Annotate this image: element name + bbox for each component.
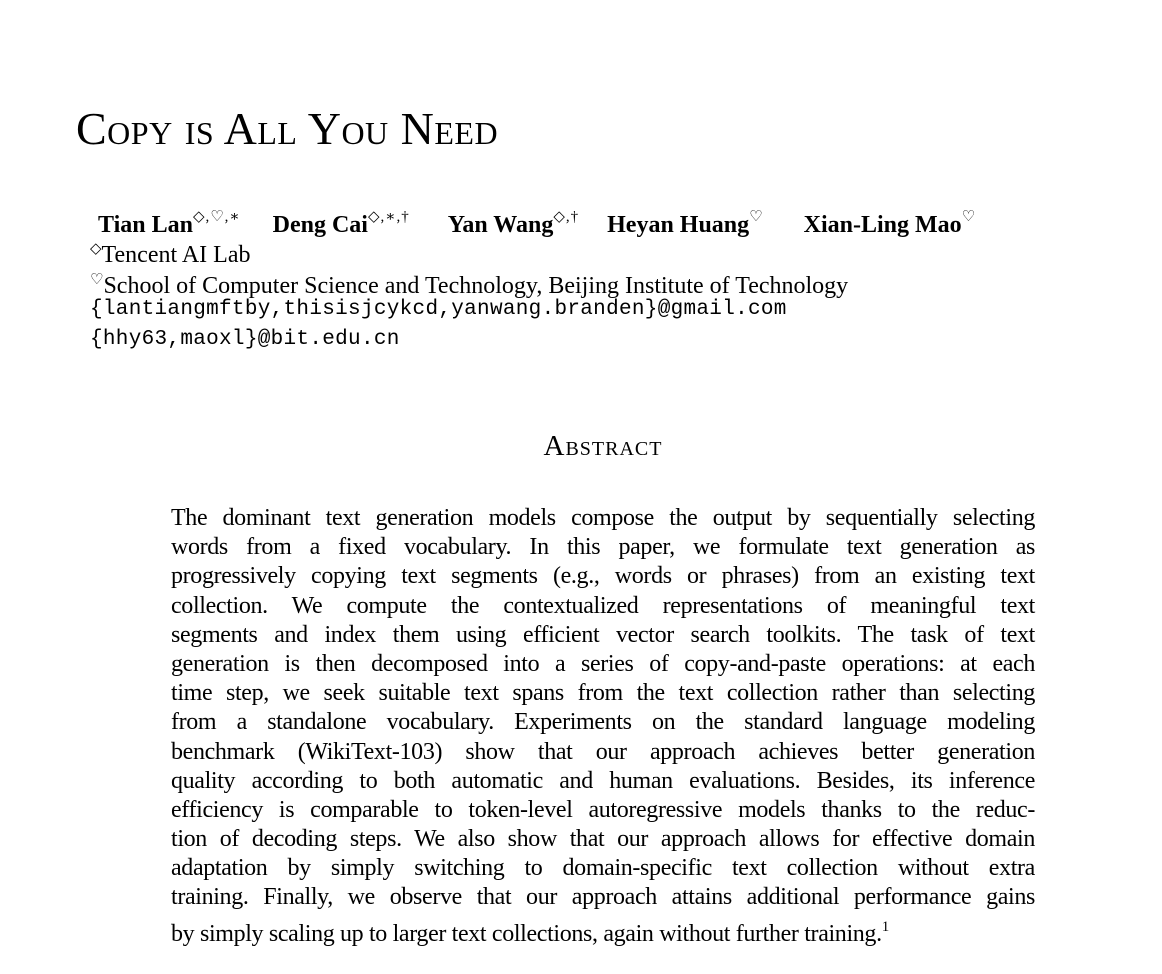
abstract-line: from a standalone vocabulary. Experiments on the standard language modeling <box>171 709 1035 736</box>
affiliation: ♡School of Computer Science and Technology, Beijing Institute of Technology <box>90 272 849 299</box>
author-marks: ◇,∗,† <box>367 209 410 225</box>
abstract-line: words from a fixed vocabulary. In this paper, we formulate text generation as <box>171 534 1035 561</box>
author-marks: ♡ <box>961 209 977 225</box>
abstract-line: tion of decoding steps. We also show that our approach allows for effective domain <box>171 826 1035 853</box>
abstract-line: progressively copying text segments (e.g., words or phrases) from an existing text <box>171 563 1035 590</box>
heart-mark: ♡ <box>90 272 104 288</box>
abstract-heading: Abstract <box>543 430 663 462</box>
abstract-line: The dominant text generation models compose the output by sequentially selecting <box>171 505 1035 531</box>
abstract-line: adaptation by simply switching to domain-specific text collection without extra <box>171 855 1035 882</box>
author: Deng Cai◇,∗,† <box>272 209 410 238</box>
abstract-body <box>171 504 1035 947</box>
author-marks: ♡ <box>749 209 764 225</box>
abstract-line: benchmark (WikiText-103) show that our approach achieves better generation <box>171 738 1035 765</box>
abstract-line: segments and index them using efficient vector search toolkits. The task of text <box>171 621 1035 648</box>
author-marks: ◇,† <box>553 209 580 225</box>
author: Xian-Ling Mao♡ <box>803 209 977 238</box>
abstract-line: generation is then decomposed into a series of copy-and-paste operations: at each <box>171 650 1035 677</box>
footnote-marker[interactable]: 1 <box>881 918 889 935</box>
abstract-line: quality according to both automatic and human evaluations. Besides, its inference <box>171 767 1035 794</box>
abstract-line-last: by simply scaling up to larger text collections, again without further training.$^1$ <box>171 918 889 947</box>
author-email[interactable]: {hhy63,maoxl}@bit.edu.cn <box>90 328 400 351</box>
affiliation: ◇Tencent AI Lab <box>90 241 251 268</box>
author: Tian Lan◇,♡,∗ <box>98 209 241 238</box>
abstract-line: efficiency is comparable to token-level autoregressive models thanks to the reduc- <box>171 796 1035 823</box>
abstract-line: time step, we seek suitable text spans from the text collection rather than selecting <box>171 680 1035 707</box>
author-marks: ◇,♡,∗ <box>192 209 241 225</box>
paper-title: Copy is All You Need <box>76 103 499 154</box>
abstract-line: training. Finally, we observe that our approach attains additional performance gains <box>171 884 1035 911</box>
abstract-line: collection. We compute the contextualized representations of meaningful text <box>171 592 1035 619</box>
author: Heyan Huang♡ <box>607 209 764 238</box>
author: Yan Wang◇,† <box>447 209 580 238</box>
author-email[interactable]: {lantiangmftby,thisisjcykcd,yanwang.branden}@gmail.com <box>90 298 787 321</box>
diamond-mark: ◇ <box>90 241 102 257</box>
